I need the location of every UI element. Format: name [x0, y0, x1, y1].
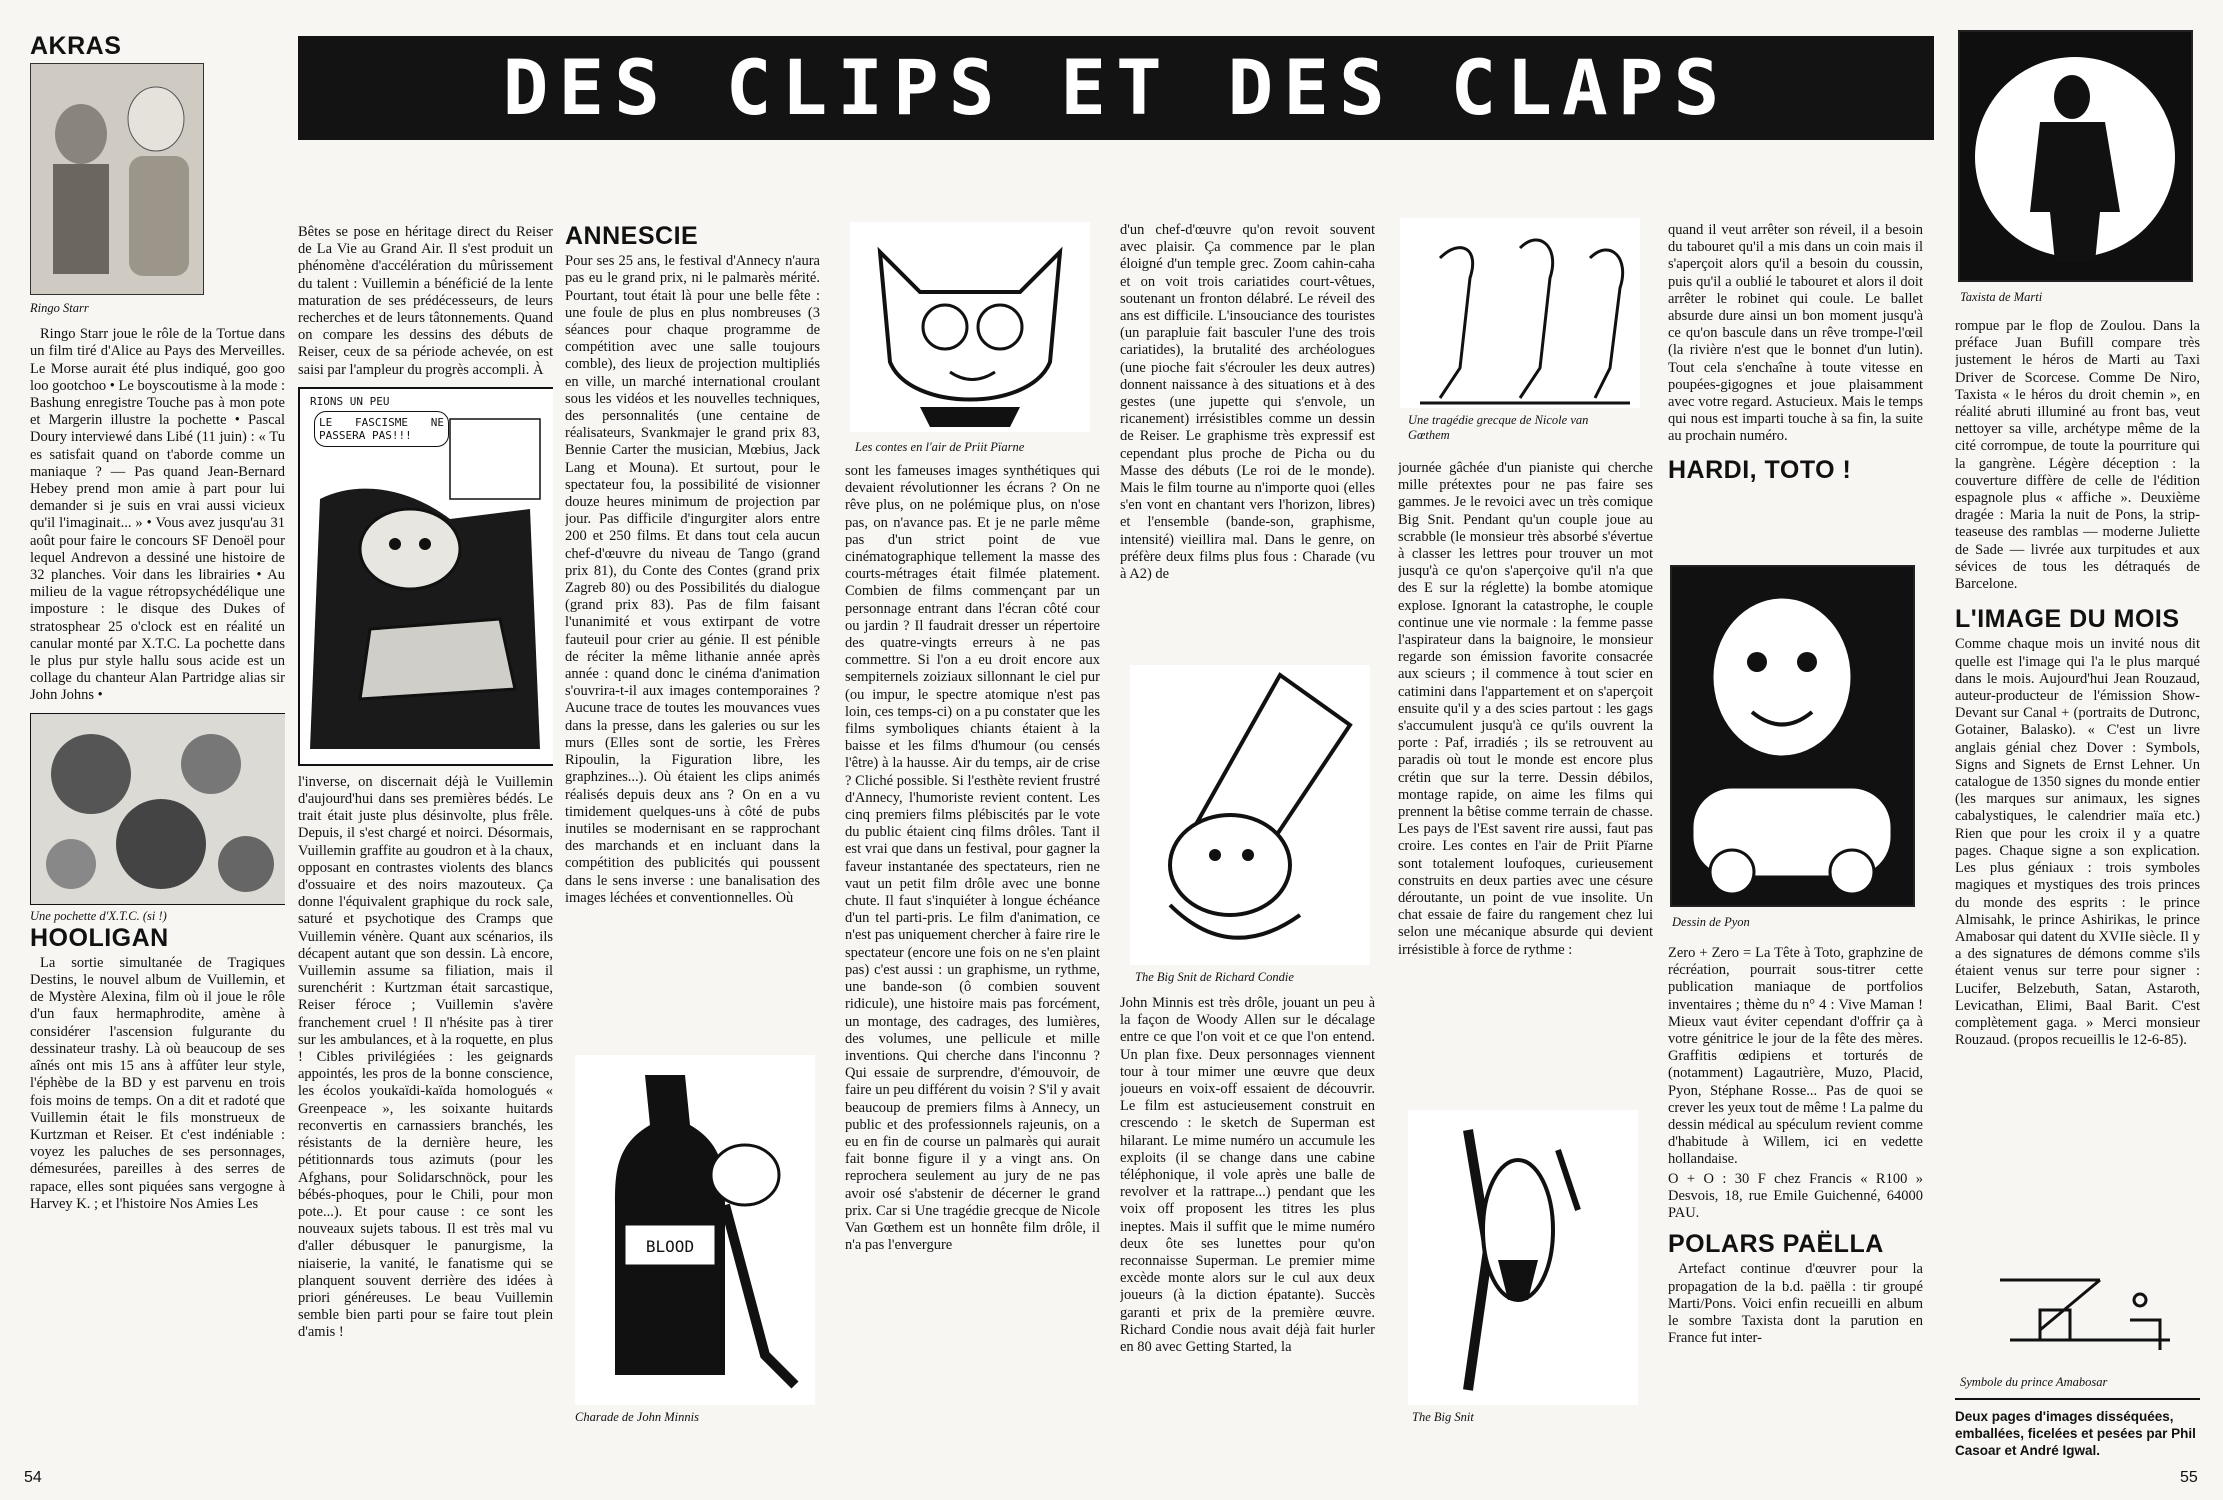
annescie-col3-body: d'un chef-d'œuvre qu'on revoit souvent avec plaisir. Ça commence par le plan éloigné d'un temple grec. Zoom cahin-caha et on voit trois cariatides court-vêtues, soutenant un fronton délabré. Le réveil des ans est difficile. L'insouciance des touristes (un parapluie fait basculer l'une des trois cariatides), la brutalité des archéologues (une pioche fait s'écrouler les deux autres) donnent naissance à des situations et à des gestes (une jupette qui s'envole, un ricanement) irrésistibles comme un dessin de Reiser. Le graphisme très expressif est cependant plus proche de Picha ou du Masse des débuts (Le roi de le monde). Mais le film tourne au n'importe quoi (elles s'en vont en chantant vers l'horizon, libres) et l'ensemble (bande-son, graphisme, intensité) vieillira mal. Dans le genre, on préfère deux films plus fous : Charade (vu à A2) de [1120, 222, 1375, 583]
caption-charade: Charade de John Minnis [575, 1410, 699, 1424]
comic-speech-bubble: LE FASCISME NE PASSERA PAS!!! [314, 411, 449, 447]
column-annescie-3b [1120, 995, 1375, 1460]
heading-annescie: ANNESCIE [565, 224, 699, 250]
column-akras-hooligan [30, 34, 285, 1454]
bottle-label: BLOOD [645, 1237, 695, 1256]
heading-hooligan: HOOLIGAN [30, 923, 169, 952]
annescie-col1-body: Pour ses 25 ans, le festival d'Annecy n'aura pas eu le grand prix, ni le palmarès mérité. Pourtant, tout était là pour une belle fête : une foule de plus en plus nombreuses (3 séances pour chaque programme de compétition avec une salle toujours comble), des lieux de projection multipliés en ville, un marché international croulant sous les vidéos et les nouvelles techniques, des personnalités (une centaine de réalisateurs, Svankmajer le grand prix 83, Bennie Carter the musician, Mœbius, Jack Lang et Mouna). Et surtout, pour le spectateur fou, la possibilité de visionner douze heures minimum de projection par jour. Pas difficile d'ingurgiter alors entre 200 et 250 films. Et dans tout cela aucun chef-d'œuvre du niveau de Tango (grand prix 81), du Conte des Contes (grand prix Zagreb 80) ou des Possibilités du dialogue (grand prix 83). Pas de film faisant l'unanimité et vous extirpant de votre fauteuil pour crier au génie. Il est pénible de réciter la même lithanie année après année : quand donc le cinéma d'animation s'ouvrira-t-il aux images contemporaines ? Aucune trace de toutes les mouvances vues dans la presse, dans les galeries ou sur les murs (Elles sont de sortie, les Frères Ripoulin, la Figuration libre, les graphzines...). Où étaient les clips animés réalisés depuis deux ans ? On en a vu timidement quelques-uns à côté de pubs inutiles se modernisant en se rapprochant des marchands et en incluant dans la compétition des publicités qui poussent dans le sens inverse : une banalisation des images léchées et conventionnelles. Où [565, 253, 820, 906]
column-annescie-5 [1668, 222, 1923, 522]
hooligan-col2-top: Bêtes se pose en héritage direct du Reiser de La Vie au Grand Air. Il s'est produit un phénomène d'accélération du mûrissement du talent : Vuillemin a bénéficié de la lente maturation de ses prédécesseurs, de leurs recherches et de leurs tâtonnements. Quand on compare les dessins des débuts de Reiser, ceux de sa période achevée, on est saisi par l'ampleur du progrès accompli. À [298, 224, 553, 378]
heading-akras: AKRAS [30, 34, 122, 60]
hooligan-col2-bottom: l'inverse, on discernait déjà le Vuillemin d'aujourd'hui dans ses premières bédés. Le trait était juste plus désinvolte, plus frêle. Depuis, il s'est chargé et noirci. Désormais, Vuillemin graffite au goudron et à la chaux, opposant en contrastes violents des blancs d'ossuaire et des noirs mazouteux. Ça donne l'équivalent graphique du rock sale, saturé et psychotique des Cramps que Vuillemin vénère. Quant aux scénarios, ils décapent autant que son dessin. Là encore, Vuillemin assume sa filiation, mais il surenchérit : Kurtzman était sarcastique, Reiser féroce ; Vuillemin s'avère franchement cruel ! Il n'hésite pas à tirer sur les ambulances, et à la roquette, en plus ! Cibles privilégiées : les geignards appointés, les pros de la bonne conscience, les écolos youkaïdi-kaïda homologués « Greenpeace », les soixante huitards reconvertis en carnassiers branchés, les résistants de la dernière heure, les pétitionnards tous azimuts (pour les Afghans, pour Solidarschnöck, pour les bébés-phoques, pour le Chili, pour mon pote...). Et pour cause : ce sont les nouveaux sujets tabous. Il est très mal vu d'aller débusquer le panurgisme, la niaiserie, la vanité, le fanatisme qui se planquent souvent derrière des idées à priori généreuses. Le beau Vuillemin semble bien parti pour se faire tout plein d'amis ! [298, 773, 553, 1341]
caption-taxista: Taxista de Marti [1960, 290, 2043, 304]
annescie-col5-body: quand il veut arrêter son réveil, il a besoin du tabouret qu'il a mis dans un coin mais il s'aperçoit alors qu'il a besoin du coussin, puis qu'il a oublié le tabouret et alors il doit arrêter le robinet qui coule. Le ballet absurde dure ainsi un bon moment jusqu'à ce qu'on bascule dans un rêve trompe-l'œil (la rivière n'est que le bonnet d'un lutin). Tout cela s'enchaîne à toute vitesse en poupées-gigognes et joue plaisamment avec votre regard. Astucieux. Mais le temps qui nous est imparti touche à sa fin, la suite au prochain numéro. [1668, 222, 1923, 445]
hooligan-body: La sortie simultanée de Tragiques Destins, le nouvel album de Vuillemin, et de Mystère Alexina, film où il joue le rôle d'un faux hermaphrodite, amène à considérer l'ascension fulgurante du dessinateur trashy. Là où beaucoup de ses aînés ont mis 15 ans à affûter leur style, l'éphèbe de la BD y est parvenu en trois fois moins de temps. On a dit et radoté que Vuillemin était le fils monstrueux de Kurtzman et Reiser. Et c'est indéniable : voyez les paluches de ses personnages, démesurées, pareilles à des serres de rapace, elles sont piquées sans vergogne à Harvey K. ; et l'histoire Nos Amies Les [30, 954, 285, 1212]
caption-amabosar: Symbole du prince Amabosar [1960, 1375, 2108, 1389]
caption-cat: Les contes en l'air de Priit Pïarne [855, 440, 1025, 454]
hardi-body: Zero + Zero = La Tête à Toto, graphzine de récréation, pourrait sous-titrer cette publication maniaque de portfolios inventaires ; thème du n° 4 : Vive Maman ! Mieux vaut éviter cependant d'offrir ça à votre génitrice le jour de la fête des mères. Graffitis œdipiens et torturés de (notamment) Lagautrière, Muzo, Placid, Pyon, Stéphane Rosse... Pas de quoi se crever les yeux tout de même ! La palme du dessin médical au spéculum revient comme d'habitude à Willem, ici en vedette hollandaise. [1668, 945, 1923, 1168]
heading-image-du-mois: L'IMAGE DU MOIS [1955, 605, 2180, 634]
annescie-col2-body: sont les fameuses images synthétiques qui devaient révolutionner les écrans ? On ne rêve plus, on ne polémique plus, on n'ose pas, on n'avance pas. Et je ne parle même pas d'un strict point de vue cinématographique tellement la masse des courts-métrages était filmée platement. Combien de films commençant par un personnage entrant dans l'écran côté cour ou jardin ? Il faudrait dresser un répertoire des quatre-vingts erreurs à ne pas commettre. Si l'on a eu droit encore aux sempiternels zoiziaux sillonnant le ciel pur (ou impur, le spectre atomique n'est pas loin, ces temps-ci) on a pu constater que les films symboliques chiants étaient à la baisse et les films d'humour (ou censés l'être) à la hausse. Air du temps, air de crise ? Cliché possible. Si l'esthète revient frustré d'Annecy, l'humoriste revient content. Les cinq premiers films plébiscités par le vote du public étaient cinq films drôles. Tant il est vrai que dans un festival, pour gagner la faveur instantanée des spectateurs, rien ne vaut un petit film drôle avec une bonne chute. Il faut s'inquiéter à longue échéance d'un tel parti-pris. Le film d'animation, ce n'est pas uniquement chercher à faire rire le spectateur (encore une fois on ne s'en plaint pas) c'est aussi : un graphisme, un rythme, une bande-son (ô combien souvent ridicule), une histoire mais pas forcément, un montage, des cadrages, des lumières, des volumes, une pellicule et mille inventions. Qui cherche dans l'inconnu ? Qui essaie de surprendre, d'émouvoir, de faire un peu différent du voisin ? S'il y avait beaucoup de premiers films à Annecy, un public et des professionnels rajeunis, on a eu en fin de course un palmarès qui aurait fait bonne figure il y a vingt ans. On reprochera seulement au jury de ne pas avoir osé s'abstenir de décerner le grand prix. Car si Une tragédie grecque de Nicole Van Gœthem est un honnête film drôle, il n'a pas l'envergure [845, 463, 1100, 1254]
taxista-illustration [1960, 32, 2191, 280]
banner-title: DES CLIPS ET DES CLAPS [502, 43, 1730, 132]
annescie-col4-body: journée gâchée d'un pianiste qui cherche mille prétextes pour ne pas faire ses gammes. Je le revoici avec un très comique Big Snit. Pendant qu'un couple joue au scrabble (le monsieur très absorbé s'évertue à classer les lettres pour trouver un mot jusqu'à ce qu'on s'aperçoive qu'il n'a que des E sur la réglette) la bombe atomique explose. Ignorant la catastrophe, le couple continue une vie normale : la femme passe l'aspirateur dans la baignoire, le monsieur regarde son émission favorite consacrée aux scieurs ; il commence à tout scier en catimini dans l'appartement et on s'aperçoit ensuite qu'il y a des scies partout : les gags s'accumulent jusqu'à ce qu'ils ouvrent la porte : Paf, irradiés ; ils se retrouvent au paradis où tout le monde est encore plus crétin que sur la terre. Dessin débilos, montage rapide, on aime les films qui prennent la bêtise comme terrain de chasse. Les pays de l'Est savent rire aussi, faut pas croire. Les contes en l'air de Priit Pïarne sont totalement loufoques, curieusement construits en deux parties avec une césure déroutante, un point de vue insolite. Un chat essaie de faire du rangement chez lui selon une mécanique absurde qui devient irrésistible à force de rythme : [1398, 460, 1653, 958]
pyon-drawing [1670, 565, 1915, 907]
taxista-cover [1958, 30, 2193, 282]
page-credits: Deux pages d'images disséquées, emballées, ficelées et pesées par Phil Casoar et André Igwal. [1955, 1409, 2196, 1458]
symbol-drawing [1980, 1260, 2180, 1370]
greek-illustration [1400, 218, 1640, 408]
big-snit-figure [1408, 1110, 1638, 1405]
comic-drawing [300, 389, 551, 760]
album-pattern [31, 714, 285, 904]
column-annescie-2 [845, 463, 1100, 1453]
akras-body: Ringo Starr joue le rôle de la Tortue dans un film tiré d'Alice au Pays des Merveilles. Le Morse aurait été plus indiqué, goo goo loo gootchoo • Le boyscoutisme à la mode : Bashung enregistre Touche pas à mon pote et Margerin illustre la pochette • Pascal Doury interviewé dans Libé (11 juin) : « Tu es satisfait quand on t'aborde comme un maniaque ? — Pas quand Jean-Bernard Hebey prend mon amie à part pour lui demander si je suis en vrai aussi vicieux qu'il l'imaginait... » • Vous avez jusqu'au 31 août pour faire le concours SF Denoël pour lequel Andrevon a dessiné une histoire de 32 planches. Voir dans les librairies • Au milieu de la vague rétropsychédélique une imposture : le disque des Dukes of stratosphear 25 o'clock est en réalité un canular monté par X.T.C. La pochette dans le plus pur style hallu sous acide est un collage du chanteur Alan Partridge alias sir John Johns • [30, 326, 285, 704]
column-hooligan-continued [298, 224, 553, 1454]
amabosar-symbol [1980, 1260, 2180, 1370]
photo-illustration [31, 64, 203, 294]
cat-drawing [850, 222, 1090, 432]
page-number-right: 55 [2180, 1469, 2198, 1486]
column-annescie-4 [1398, 460, 1653, 1080]
heading-hardi-toto: HARDI, TOTO ! [1668, 455, 1852, 484]
caption-big-snit-1: The Big Snit de Richard Condie [1135, 970, 1294, 984]
comic-caption-top: RIONS UN PEU [310, 394, 390, 408]
polars-body: Artefact continue d'œuvrer pour la propagation de la b.d. paëlla : tir groupé Marti/Pons. Voici enfin recueilli en album le sombre Taxista dont la parution en France fut inter- [1668, 1261, 1923, 1347]
big-snit-saw-drawing [1130, 665, 1370, 965]
page-number-left: 54 [24, 1469, 42, 1486]
annescie-col3-bottom: John Minnis est très drôle, jouant un peu à la façon de Woody Allen sur le décalage entre ce que l'on voit et ce que l'on entend. Un plan fixe. Deux personnages viennent tour à tour mimer une œuvre que deux joueurs en voix-off essaient de découvrir. Le film est astucieusement construit en crescendo : le sketch de Superman est hilarant. Le mime numéro un accumule les exploits (il se change dans une cabine téléphonique, il vole après une balle de revolver et la rattrape...) pendant que les voix off proposent les titres les plus ineptes. Mais il suffit que le mime numéro deux ôte ses lunettes pour qu'on reconnaisse Superman. Le premier mime excède monte alors sur le cul aux deux joueurs (à la diction épatante). Succès garanti et prix de la première œuvre. Richard Condie nous avait déjà fait hurler en 80 avec Getting Started, la [1120, 995, 1375, 1356]
caption-xtc: Une pochette d'X.T.C. (si !) [30, 908, 167, 923]
column-annescie-3 [1120, 222, 1375, 662]
ringo-starr-photo [30, 63, 204, 295]
vuillemin-comic-panel [298, 387, 553, 766]
heading-polars-paella: POLARS PAËLLA [1668, 1230, 1884, 1259]
charade-illustration [575, 1055, 815, 1405]
cat-illustration [850, 222, 1090, 432]
column-polars-image-du-mois [1955, 318, 2200, 1383]
caption-greek-tragedy: Une tragédie grecque de Nicole van Gœthem [1408, 413, 1589, 442]
caption-ringo: Ringo Starr [30, 301, 89, 316]
title-banner [298, 36, 1934, 140]
caption-big-snit-2: The Big Snit [1412, 1410, 1474, 1424]
big-snit-figure-drawing [1408, 1110, 1638, 1405]
big-snit-illustration [1130, 665, 1370, 965]
pyon-illustration [1672, 567, 1913, 905]
hardi-order-info: O + O : 30 F chez Francis « R100 » Desvois, 18, rue Emile Guichenné, 64000 PAU. [1668, 1170, 1923, 1222]
polars-col-right: rompue par le flop de Zoulou. Dans la préface Juan Bufill compare très justement le héros de Marti au Taxi Driver de Scorcese. Comme De Niro, Taxista « le héros du droit chemin », en réalité abruti illuminé au front bas, veut nettoyer sa ville, archétype même de la cité corrompue, de toute la pourriture qui la gangrène. Légère déception : la couverture diffère de celle de l'édition espagnole plus « affiche ». Deuxième dragée : Maria la nuit de Pons, la strip-teaseuse des ramblas — moderne Juliette de Sade — livrée aux turpitudes et aux sévices de tous les détraqués de Barcelone. [1955, 318, 2200, 593]
charade-bottle-drawing [575, 1055, 815, 1405]
caption-pyon: Dessin de Pyon [1672, 915, 1750, 929]
image-du-mois-body: Comme chaque mois un invité nous dit quelle est l'image qui l'a le plus marqué dans le mois. Aujourd'hui Jean Rouzaud, auteur-producteur de l'émission Show-Devant sur Canal + (portraits de Dutronc, Gotainer, Balasko). « C'est un livre anglais génial chez Dover : Symbols, Signs and Signets de Ernst Lehner. Un catalogue de 1350 signes du monde entier (les marques sur animaux, les signes cabalystiques, le calendrier maïa etc.) Rien que pour les croix il y a quatre pages. Chaque signe a son explication. Les plus géniaux : trois symboles magiques et mystiques des trois princes du monde des esprits : le prince Almisahk, le prince Ashirikas, le prince Amabosar qui datent du XVIIe siècle. Il y a des signatures de démons comme s'ils étaient venus sur terre pour signer : Lucifer, Belzebuth, Satan, Astaroth, Levicathan, Elimi, Baal Barit. C'est complètement gaga. » Merci monsieur Rouzaud. (propos recueillis le 12-6-85). [1955, 636, 2200, 1049]
credits-divider [1955, 1398, 2200, 1400]
column-hardi-polars [1668, 945, 1923, 1460]
xtc-album-cover [30, 713, 285, 905]
greek-tragedy-drawing [1400, 218, 1640, 408]
